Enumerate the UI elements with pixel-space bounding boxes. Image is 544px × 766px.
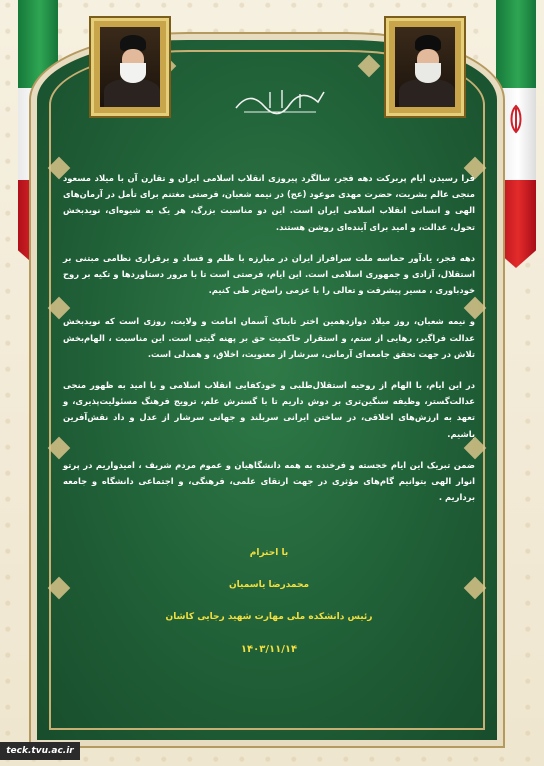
paragraph-3: و نیمه شعبان، روز میلاد دوازدهمین اختر تابناک آسمان امامت و ولایت، روزی است که نویدبخش عدالت فراگیر، رهایی از ستم، و استقرار حاکمیت حق بر پهنه گیتی است. این مناسبت ، الهام‌بخش تلاش در جهت تحقق جامعه‌ای آرمانی، سرشار از معنویت، اخلاق، و همدلی است. <box>63 316 475 359</box>
paragraph-5: ضمن تبریک این ایام خجسته و فرخنده به همه دانشگاهیان و عموم مردم شریف ، امیدواریم در پرتو انوار الهی بتوانیم گام‌های مؤثری در جهت ارتقای علمی، فرهنگی، و اجتماعی دانشگاه و جامعه برداریم . <box>63 459 475 503</box>
calligraphy-stroke-icon <box>230 82 330 118</box>
flag-emblem-icon <box>504 104 528 134</box>
bismillah-calligraphy <box>230 82 330 118</box>
iran-flag-right <box>496 0 536 268</box>
site-watermark: teck.tvu.ac.ir <box>0 742 80 760</box>
paragraph-4: در این ایام، با الهام از روحیه استقلال‌طلبی و خودکفایی انقلاب اسلامی و با امید به ظهور منجی عدالت‌گستر، وظیفه سنگین‌تری بر دوش داریم تا با گسترش علم، ترویج فرهنگ مسئولیت‌پذیری، و تعهد به ارزش‌های اخلاقی، در ساختن ایرانی سربلند و جهانی سرشار از عدل و داد نقش‌آفرین باشیم. <box>63 380 475 439</box>
paragraph-2: دهه فجر، یادآور حماسه ملت سرافراز ایران در مبارزه با ظلم و فساد و برقراری نظامی مبتنی بر استقلال، آزادی و جمهوری اسلامی است. این ایام، فرصتی است تا با مرور دستاوردها و تکیه بر روح خودباوری ، مسیر پیشرفت و تعالی را با عزمی راسخ‌تر طی کنیم. <box>63 252 475 296</box>
signature-date: ۱۴۰۳/۱۱/۱۴ <box>240 644 298 655</box>
paragraph-1: فرا رسیدن ایام پربرکت دهه فجر، سالگرد پیروزی انقلاب اسلامی ایران و تقارن آن با میلاد مسعود منجی عالم بشریت، حضرت مهدی موعود (عج) در نیمه شعبان، فرصتی مغتنم برای تأمل در آرمان‌های الهی و انسانی انقلاب اسلامی ایران است. این دو مناسبت بزرگ، هر یک به شیوه‌ای، نویدبخش تحول، عدالت، و امید برای آینده‌ای روشن هستند. <box>63 173 475 232</box>
portrait-left <box>91 18 169 116</box>
signature-name: محمدرضا یاسمیان <box>228 580 310 590</box>
portrait-right <box>386 18 464 116</box>
message-body <box>63 170 475 520</box>
signature-title: رئیس دانشکده ملی مهارت شهید رجایی کاشان <box>165 612 373 622</box>
signature-regards: با احترام <box>249 548 289 558</box>
